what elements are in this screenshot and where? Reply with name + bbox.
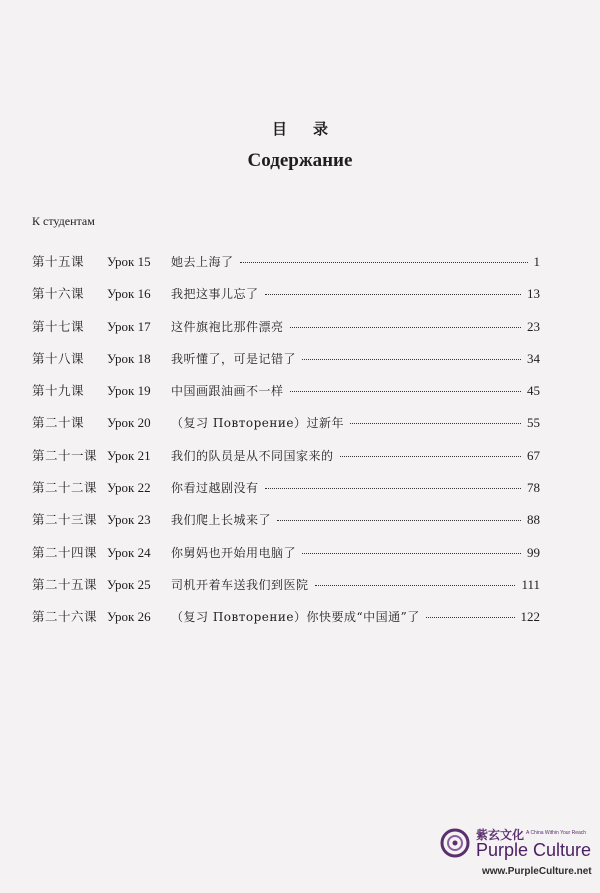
page-number: 67 — [527, 447, 540, 463]
toc-heading-chinese: 目录 — [271, 120, 354, 138]
page-number: 23 — [527, 318, 540, 334]
lesson-number-chinese: 第二十六课 — [32, 609, 98, 625]
dot-leader — [315, 585, 516, 586]
lesson-title: 这件旗袍比那件漂亮 — [171, 319, 284, 334]
lesson-number-chinese: 第二十四课 — [32, 544, 98, 560]
lesson-number-chinese: 第二十一课 — [32, 447, 98, 463]
lesson-number-russian: Урок 20 — [107, 415, 151, 431]
page-number: 88 — [527, 512, 540, 528]
lesson-title: 我们爬上长城来了 — [171, 513, 272, 528]
toc-entry — [32, 510, 540, 542]
lesson-number-russian: Урок 19 — [107, 383, 151, 399]
lesson-title: （复习 Повторение）你快要成“中国通”了 — [171, 610, 420, 625]
watermark-brand: Purple Culture — [476, 840, 592, 860]
lesson-number-russian: Урок 26 — [107, 609, 151, 625]
page-number: 111 — [521, 576, 540, 592]
page-number: 13 — [527, 286, 540, 302]
lesson-number-chinese: 第二十课 — [32, 415, 85, 431]
lesson-number-chinese: 第十八课 — [32, 350, 85, 366]
table-of-contents — [32, 252, 540, 640]
dot-leader — [302, 359, 521, 360]
dot-leader — [277, 520, 521, 521]
purple-culture-logo-icon — [440, 828, 470, 858]
lesson-number-russian: Урок 16 — [107, 286, 151, 302]
toc-entry — [32, 413, 540, 445]
toc-heading-russian: Содержание — [247, 150, 353, 171]
lesson-title: 她去上海了 — [171, 255, 234, 269]
page-number: 78 — [527, 480, 540, 496]
lesson-number-russian: Урок 18 — [107, 350, 151, 366]
lesson-number-russian: Урок 25 — [107, 576, 151, 592]
lesson-number-russian: Урок 24 — [107, 544, 151, 560]
page-number: 99 — [527, 544, 540, 560]
toc-entry — [32, 284, 540, 316]
toc-entry — [32, 252, 540, 284]
toc-entry — [32, 478, 540, 510]
lesson-number-chinese: 第十六课 — [32, 286, 85, 302]
page-number: 1 — [533, 254, 540, 269]
lesson-title: 司机开着车送我们到医院 — [171, 577, 309, 592]
lesson-title: 你舅妈也开始用电脑了 — [171, 545, 297, 560]
toc-entry — [32, 317, 540, 349]
page-number: 55 — [527, 415, 540, 431]
lesson-number-chinese: 第二十三课 — [32, 512, 98, 528]
toc-entry — [32, 575, 540, 607]
watermark-chinese-name: 紫玄文化 — [476, 828, 525, 842]
lesson-number-chinese: 第十七课 — [32, 318, 85, 334]
dot-leader — [290, 327, 521, 328]
lesson-title: 我把这事儿忘了 — [171, 287, 259, 302]
lesson-number-chinese: 第二十五课 — [32, 576, 98, 592]
lesson-title: 中国画跟油画不一样 — [171, 384, 284, 399]
dot-leader — [350, 423, 521, 424]
toc-entry — [32, 349, 540, 381]
lesson-number-russian: Урок 15 — [107, 254, 151, 269]
lesson-title: 我们的队员是从不同国家来的 — [171, 448, 334, 463]
dot-leader — [240, 262, 528, 263]
watermark-tagline: A China Within Your Reach — [526, 830, 587, 836]
page-number: 45 — [527, 383, 540, 399]
dot-leader — [426, 617, 515, 618]
purple-culture-watermark — [440, 826, 590, 886]
watermark-url: www.PurpleCulture.net — [482, 866, 592, 877]
lesson-number-chinese: 第二十二课 — [32, 480, 98, 496]
lesson-number-russian: Урок 22 — [107, 480, 151, 496]
lesson-number-chinese: 第十九课 — [32, 383, 85, 399]
lesson-number-chinese: 第十五课 — [32, 254, 85, 269]
lesson-number-russian: Урок 17 — [107, 318, 151, 334]
lesson-title: 你看过越剧没有 — [171, 481, 259, 496]
dot-leader — [265, 294, 521, 295]
toc-entry — [32, 543, 540, 575]
dot-leader — [302, 553, 521, 554]
lesson-title: 我听懂了，可是记错了 — [171, 351, 297, 366]
page-number: 122 — [520, 609, 540, 625]
dot-leader — [265, 488, 521, 489]
toc-entry — [32, 381, 540, 413]
toc-entry — [32, 446, 540, 478]
dot-leader — [340, 456, 521, 457]
toc-entry — [32, 607, 540, 639]
dot-leader — [290, 391, 521, 392]
toc-entry-preface: К студентам — [32, 214, 95, 228]
page-number: 34 — [527, 350, 540, 366]
lesson-number-russian: Урок 23 — [107, 512, 151, 528]
lesson-title: （复习 Повторение）过新年 — [171, 416, 345, 431]
lesson-number-russian: Урок 21 — [107, 447, 151, 463]
